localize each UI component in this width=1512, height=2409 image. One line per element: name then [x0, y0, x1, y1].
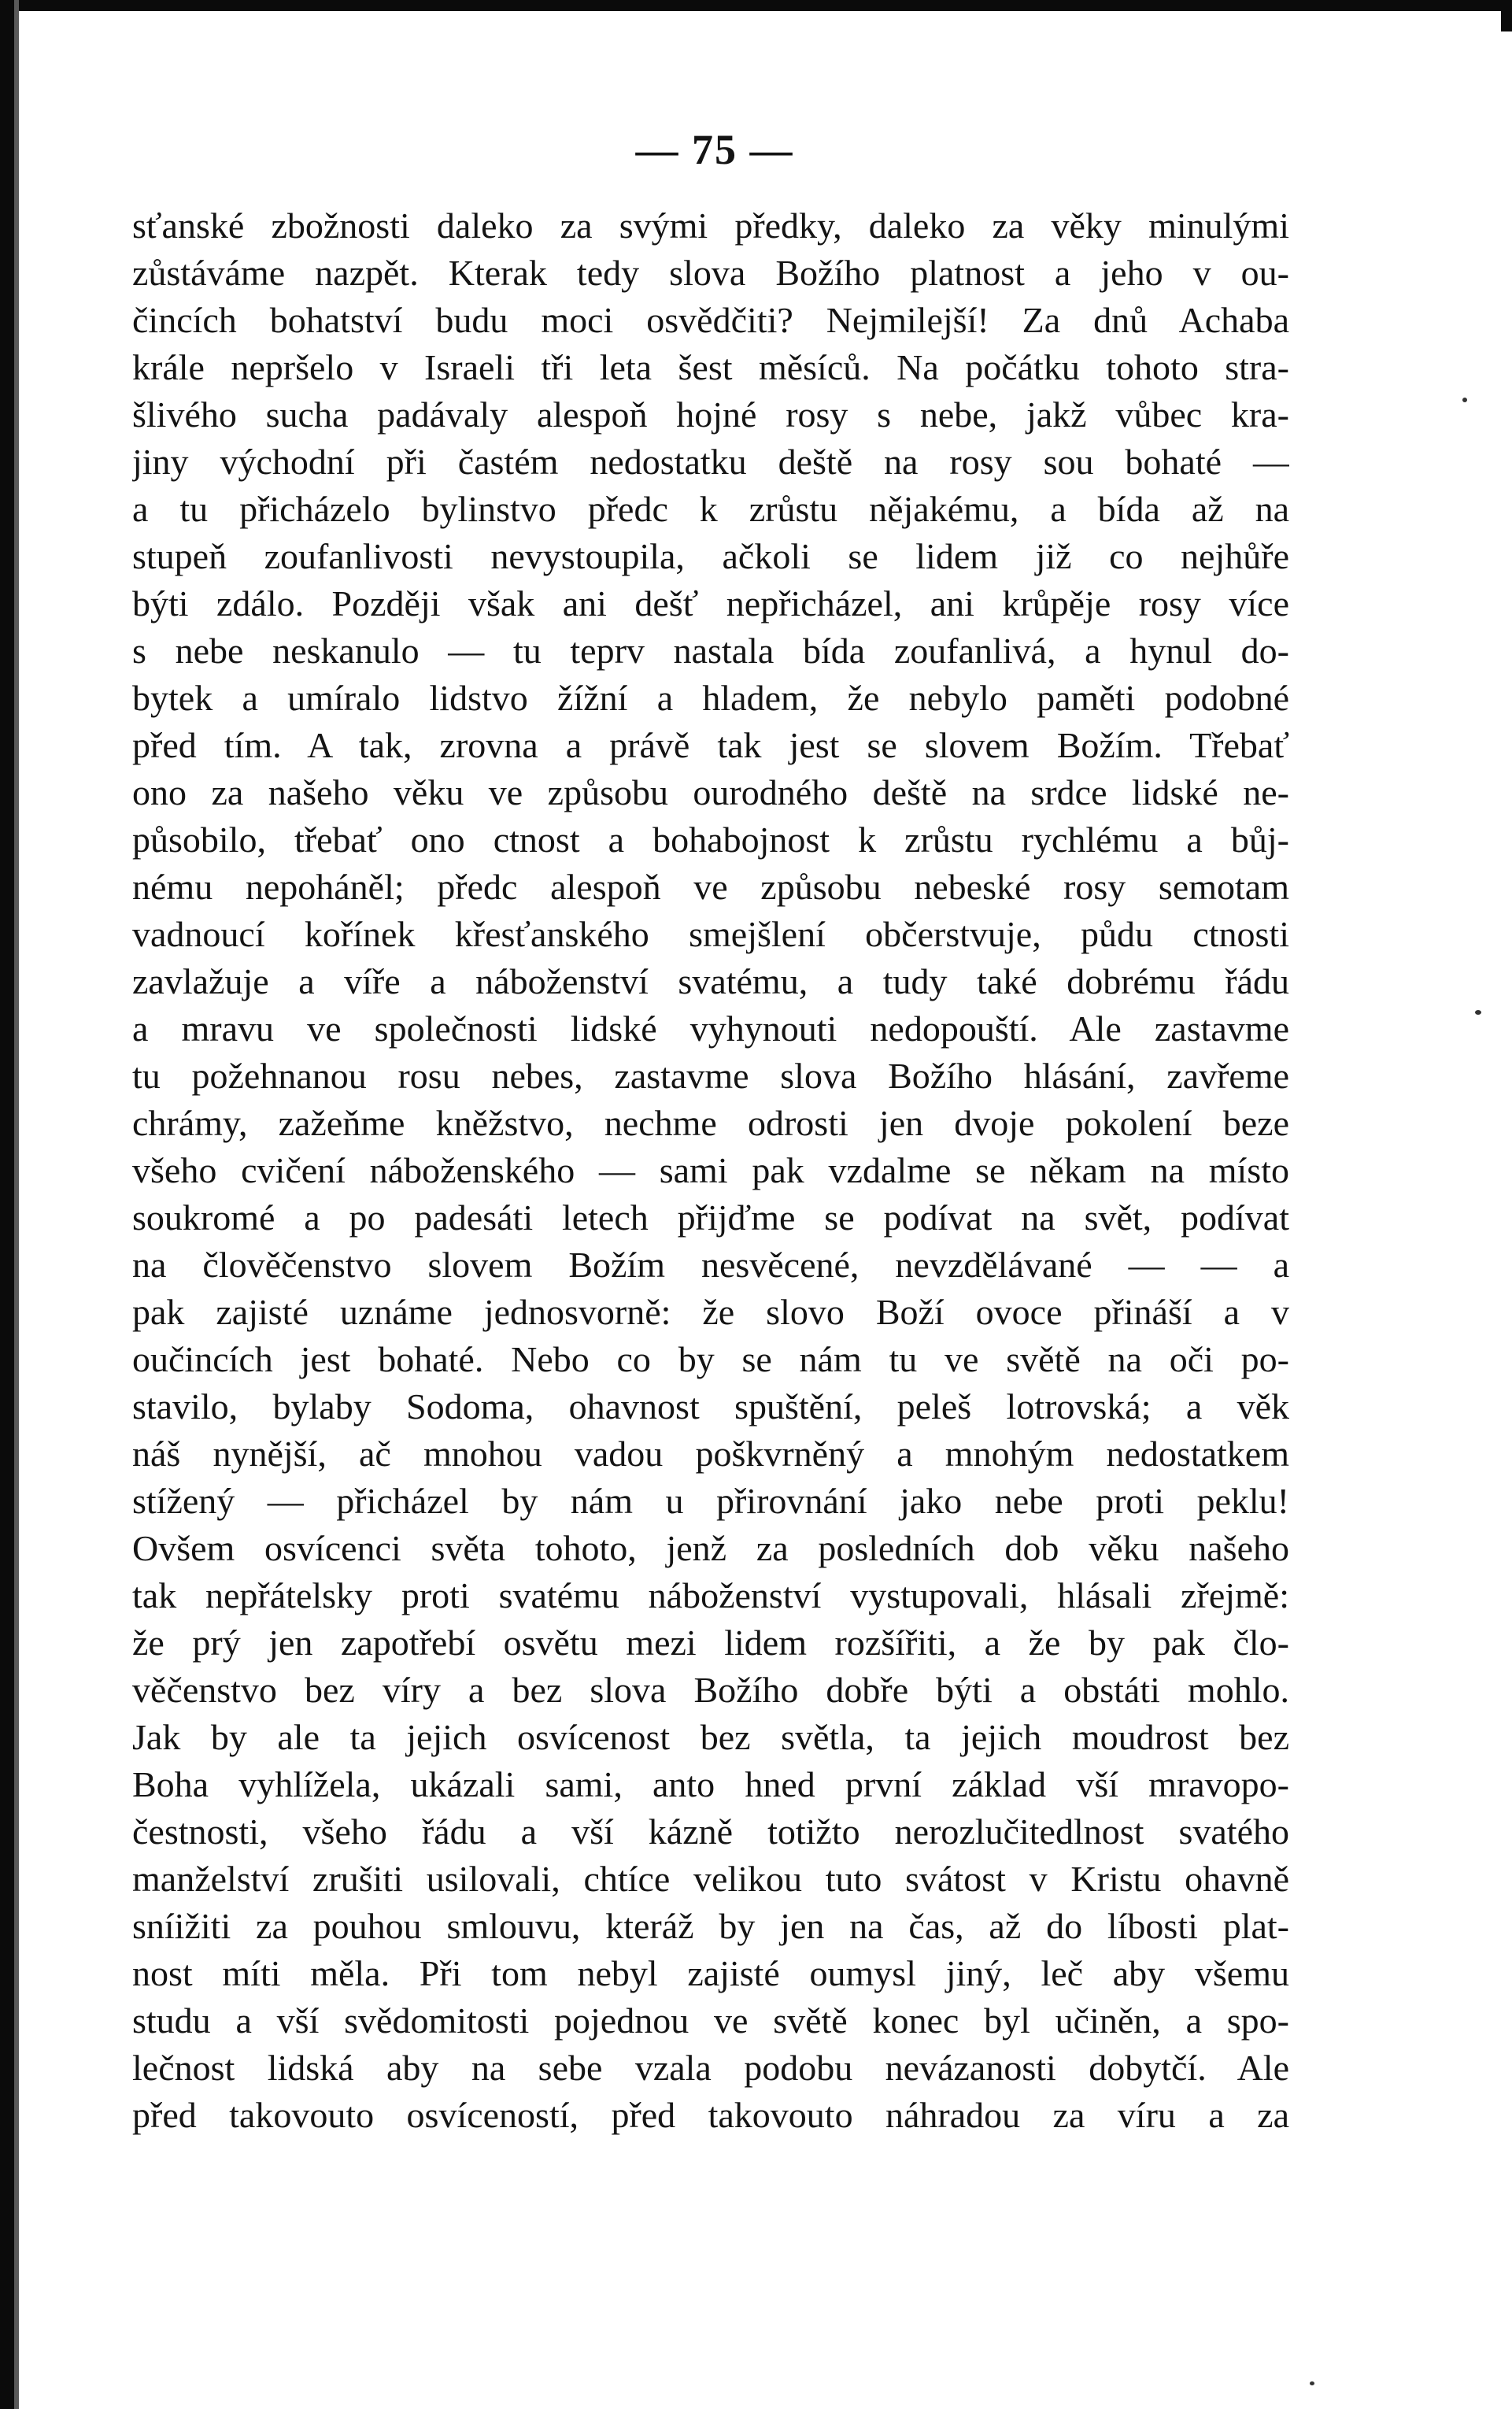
text-line: čincích bohatství budu moci osvědčiti? Nejmilejší! Za dnů Achaba [132, 300, 1289, 340]
text-line: pak zajisté uznáme jednosvorně: že slovo Boží ovoce přináší a v [132, 1292, 1289, 1332]
text-line: nému nepoháněl; předc alespoň ve způsobu nebeské rosy semotam [132, 867, 1289, 907]
text-line: na člověčenstvo slovem Božím nesvěcené, nevzdělávané — — a [132, 1245, 1289, 1285]
scan-speck [1462, 398, 1467, 402]
body-text [132, 202, 1289, 2139]
text-line: náš nynější, ač mnohou vadou poškvrněný a mnohým nedostatkem [132, 1434, 1289, 1474]
scan-speck [1475, 1010, 1481, 1015]
text-line: nost míti měla. Při tom nebyl zajisté oumysl jiný, leč aby všemu [132, 1953, 1289, 1993]
text-line: jiny východní při častém nedostatku deště na rosy sou bohaté — [132, 442, 1289, 482]
book-page [132, 118, 1289, 2139]
text-line: tak nepřátelsky proti svatému náboženství vystupovali, hlásali zřejmě: [132, 1575, 1289, 1615]
text-line: stavilo, bylaby Sodoma, ohavnost spuštění, peleš lotrovská; a věk [132, 1386, 1289, 1427]
scan-edge-left [0, 0, 14, 2409]
text-line: a mravu ve společnosti lidské vyhynouti nedopouští. Ale zastavme [132, 1008, 1289, 1049]
text-line: stížený — přicházel by nám u přirovnání jako nebe proti peklu! [132, 1481, 1289, 1521]
text-line: studu a vší svědomitosti pojednou ve světě konec byl učiněn, a spo- [132, 2000, 1289, 2041]
text-line: lečnost lidská aby na sebe vzala podobu nevázanosti dobytčí. Ale [132, 2048, 1289, 2088]
scan-edge-top [0, 0, 1512, 11]
text-line: zůstáváme nazpět. Kterak tedy slova Božího platnost a jeho v ou- [132, 253, 1289, 293]
text-line: všeho cvičení náboženského — sami pak vzdalme se někam na místo [132, 1150, 1289, 1190]
text-line: působilo, třebať ono ctnost a bohabojnost k zrůstu rychlému a bůj- [132, 820, 1289, 860]
text-line: manželství zrušiti usilovali, chtíce velikou tuto svátost v Kristu ohavně [132, 1859, 1289, 1899]
text-line: býti zdálo. Později však ani dešť nepřicházel, ani krůpěje rosy více [132, 583, 1289, 624]
text-line: čestnosti, všeho řádu a vší kázně totižto nerozlučitedlnost svatého [132, 1811, 1289, 1852]
text-line: ono za našeho věku ve způsobu ourodného deště na srdce lidské ne- [132, 772, 1289, 812]
text-line: chrámy, zažeňme kněžstvo, nechme odrosti jen dvoje pokolení beze [132, 1103, 1289, 1143]
text-line: před takovouto osvíceností, před takovouto náhradou za víru a za [132, 2095, 1289, 2135]
text-line: před tím. A tak, zrovna a právě tak jest se slovem Božím. Třebať [132, 725, 1289, 765]
text-line: sníižiti za pouhou smlouvu, kteráž by jen na čas, až do líbosti plat- [132, 1906, 1289, 1946]
scan-speck [1310, 2381, 1314, 2385]
text-line: zavlažuje a víře a náboženství svatému, a tudy také dobrému řádu [132, 961, 1289, 1001]
text-line: a tu přicházelo bylinstvo předc k zrůstu nějakému, a bída až na [132, 489, 1289, 529]
text-line: vadnoucí kořínek křesťanského smejšlení občerstvuje, půdu ctnosti [132, 914, 1289, 954]
text-line: bytek a umíralo lidstvo žížní a hladem, že nebylo paměti podobné [132, 678, 1289, 718]
text-line: oučincích jest bohaté. Nebo co by se nám tu ve světě na oči po- [132, 1339, 1289, 1379]
scan-edge-right [1501, 0, 1512, 31]
text-line: soukromé a po padesáti letech přijďme se podívat na svět, podívat [132, 1197, 1289, 1238]
text-line: sťanské zbožnosti daleko za svými předky, daleko za věky minulými [132, 205, 1289, 246]
scan-edge-left-shadow [14, 0, 19, 2409]
text-line: Boha vyhlížela, ukázali sami, anto hned první základ vší mravopo- [132, 1764, 1289, 1804]
text-line: Jak by ale ta jejich osvícenost bez světla, ta jejich moudrost bez [132, 1717, 1289, 1757]
text-line: krále nepršelo v Israeli tři leta šest měsíců. Na počátku tohoto stra- [132, 347, 1289, 387]
page-number: — 75 — [635, 126, 794, 173]
text-line: stupeň zoufanlivosti nevystoupila, ačkoli se lidem již co nejhůře [132, 536, 1289, 576]
text-line: s nebe neskanulo — tu teprv nastala bída zoufanlivá, a hynul do- [132, 631, 1289, 671]
text-line: Ovšem osvícenci světa tohoto, jenž za posledních dob věku našeho [132, 1528, 1289, 1568]
text-line: že prý jen zapotřebí osvětu mezi lidem rozšířiti, a že by pak člo- [132, 1623, 1289, 1663]
text-line: šlivého sucha padávaly alespoň hojné rosy s nebe, jakž vůbec kra- [132, 394, 1289, 435]
text-line: tu požehnanou rosu nebes, zastavme slova Božího hlásání, zavřeme [132, 1056, 1289, 1096]
text-line: věčenstvo bez víry a bez slova Božího dobře býti a obstáti mohlo. [132, 1670, 1289, 1710]
